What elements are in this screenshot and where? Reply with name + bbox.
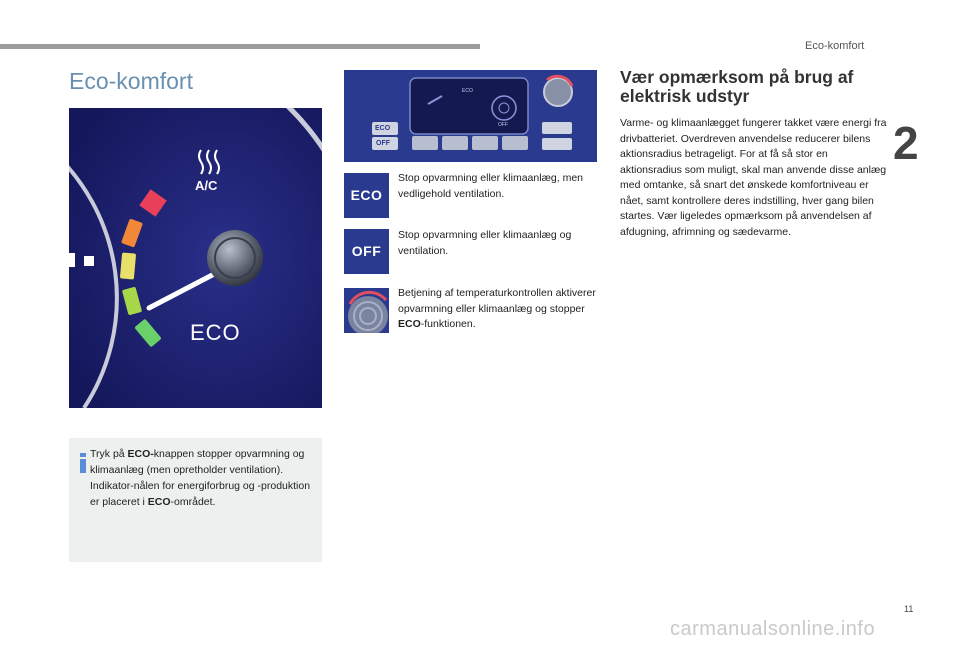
- panel-display-off-label: OFF: [498, 122, 508, 128]
- info-icon: [77, 452, 89, 474]
- temperature-knob-icon: [344, 288, 389, 333]
- eco-button-description: Stop opvarmning eller klimaanlæg, men vedligehold ventilation.: [398, 172, 584, 200]
- warning-heading: Vær opmærksom på brug af elektrisk udstyr: [620, 67, 854, 106]
- eco-button-thumbnail: [344, 173, 389, 218]
- temperature-knob-thumbnail: [344, 288, 389, 333]
- panel-eco-button-label: ECO: [375, 125, 391, 132]
- info-text-prefix: Tryk på: [90, 448, 128, 460]
- info-eco-bold: ECO-: [127, 448, 154, 460]
- info-note-text: [90, 446, 322, 510]
- panel-off-button-label: OFF: [376, 140, 390, 147]
- info-text-middle: knappen stopper opvarmning og klimaanlæg (men opretholder ventilation). Indikator-nålen for energiforbrug og -produktion er placeret i: [90, 448, 311, 508]
- page-number: 11: [904, 604, 914, 614]
- off-button-description: Stop opvarmning eller klimaanlæg og ventilation.: [398, 229, 572, 257]
- top-rule: [0, 44, 480, 49]
- climate-control-panel-illustration: [344, 70, 597, 162]
- off-button-thumbnail: [344, 229, 389, 274]
- warning-body: Varme- og klimaanlægget fungerer takket være energi fra drivbatteriet. Overdreven anvendelse reducerer bilens aktionsradius betrageligt. For at få så stor en aktionsradius som muligt, skal man anvende disse anlæg med omtanke, så snart det ønskede komfortniveau er nået, samt kontrollere deres indstilling, hver gang bilen startes. Vær ligeledes opmærksom på anvendelsen af afdugning, afrimning og sædevarme.: [620, 117, 887, 238]
- info-note-box: [69, 438, 322, 562]
- panel-display-eco-label: ECO: [462, 88, 473, 94]
- info-eco-bold-2: ECO: [147, 496, 171, 508]
- eco-button-label: ECO: [350, 187, 383, 203]
- temperature-knob-description: [398, 286, 598, 333]
- knob-text-prefix: Betjening af temperaturkontrollen aktiverer opvarmning eller klimaanlæg og stopper: [398, 287, 596, 315]
- off-button-label: OFF: [351, 243, 382, 259]
- page-title: Eco-komfort: [69, 68, 193, 94]
- ac-label: A/C: [195, 178, 218, 193]
- chapter-number: 2: [893, 117, 919, 169]
- knob-text-suffix: -funktionen.: [420, 318, 476, 330]
- section-label: Eco-komfort: [805, 40, 865, 52]
- eco-gauge-illustration: [69, 108, 322, 408]
- eco-zone-label: ECO: [190, 320, 241, 345]
- watermark: carmanualsonline.info: [670, 618, 876, 640]
- knob-eco-bold: ECO: [398, 318, 421, 330]
- info-text-suffix: -området.: [170, 496, 216, 508]
